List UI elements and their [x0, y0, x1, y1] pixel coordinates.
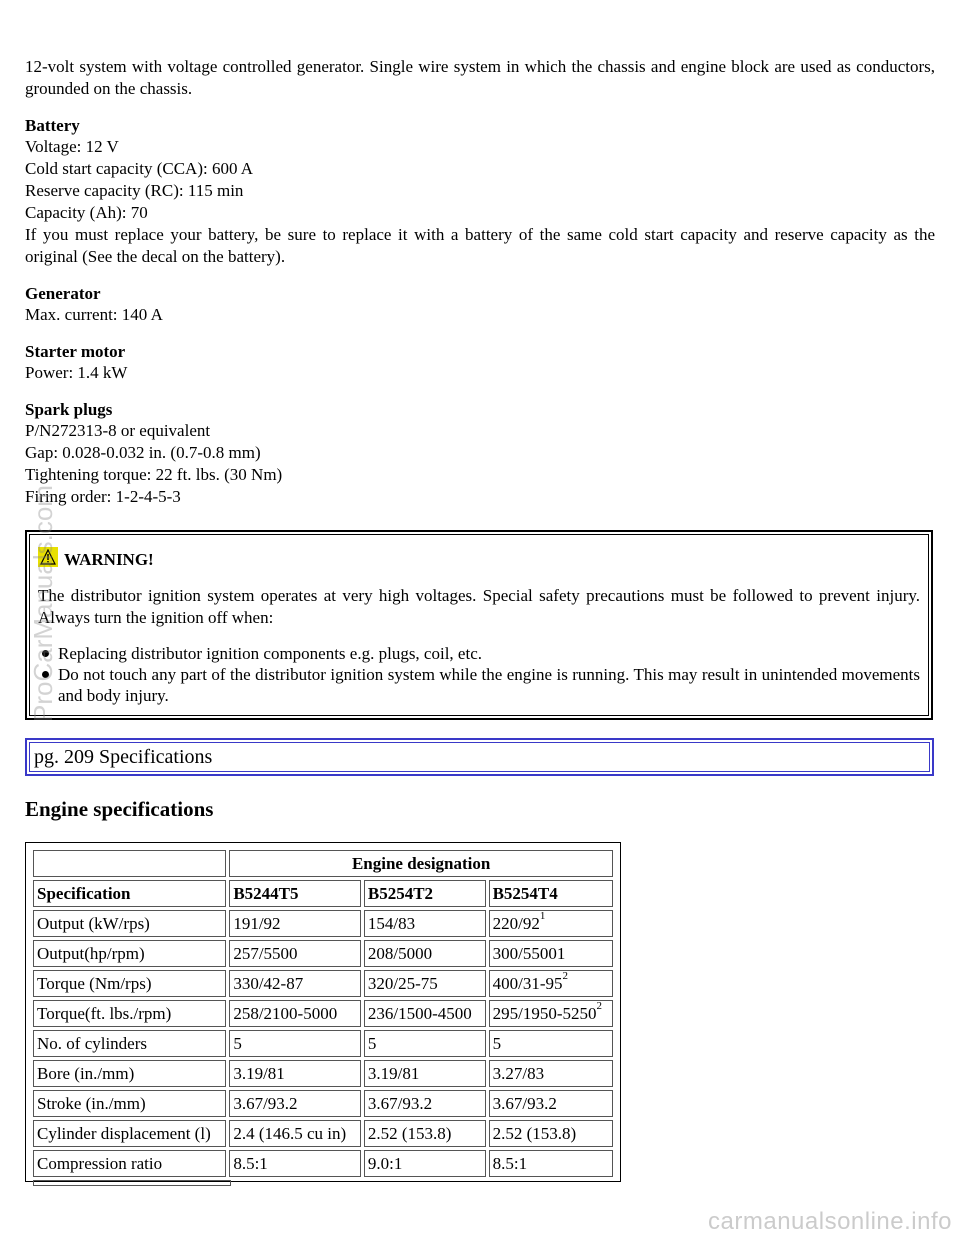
starter-section [25, 342, 935, 384]
spark-torque: Tightening torque: 22 ft. lbs. (30 Nm) [25, 465, 283, 484]
battery-rc: Reserve capacity (RC): 115 min [25, 181, 244, 200]
electrical-intro: 12-volt system with voltage controlled generator. Single wire system in which the chassis and engine block are used as conductors, grounded on the chassis. [25, 57, 935, 98]
warning-bullet: Do not touch any part of the distributor ignition system while the engine is running. This may result in unintended movements and body injury. [38, 664, 920, 706]
row-label-cell: No. of cylinders [33, 1030, 226, 1057]
spark-section [25, 400, 935, 508]
warning-header [38, 549, 920, 571]
page-header-box [25, 738, 934, 776]
watermark-bottom: carmanualsonline.info [708, 1208, 952, 1235]
value-cell: 5 [489, 1030, 613, 1057]
row-label-cell: Bore (in./mm) [33, 1060, 226, 1087]
generator-section [25, 284, 935, 326]
value-cell: 2.52 (153.8) [489, 1120, 613, 1147]
spark-title: Spark plugs [25, 400, 113, 419]
value-cell: 258/2100-5000 [229, 1000, 361, 1027]
warning-inner [29, 534, 929, 716]
generator-current: Max. current: 140 A [25, 305, 163, 324]
generator-title: Generator [25, 284, 101, 303]
table-row [33, 970, 613, 997]
warning-box [25, 530, 933, 720]
value-cell: 8.5:1 [489, 1150, 613, 1177]
battery-cca: Cold start capacity (CCA): 600 A [25, 159, 254, 178]
table-corner-cell [33, 850, 226, 877]
battery-section [25, 116, 935, 268]
column-header: B5254T4 [489, 880, 613, 907]
value-cell: 3.67/93.2 [489, 1090, 613, 1117]
table-row [33, 1150, 613, 1177]
table-row [33, 1030, 613, 1057]
value-cell: 5 [229, 1030, 361, 1057]
starter-power: Power: 1.4 kW [25, 363, 128, 382]
value-cell: 3.67/93.2 [364, 1090, 486, 1117]
row-label-cell: Output (kW/rps) [33, 910, 226, 937]
engine-spec-table [30, 847, 616, 1180]
engine-designation-header: Engine designation [229, 850, 613, 877]
table-row [33, 1000, 613, 1027]
column-header: B5254T2 [364, 880, 486, 907]
value-cell: 154/83 [364, 910, 486, 937]
battery-note: If you must replace your battery, be sure to replace it with a battery of the same cold start capacity and reserve capacity as the original (See the decal on the battery). [25, 225, 935, 266]
value-cell: 2.4 (146.5 cu in) [229, 1120, 361, 1147]
engine-specifications-heading: Engine specifications [25, 797, 214, 821]
spark-part-number: P/N272313-8 or equivalent [25, 421, 211, 440]
value-cell: $400/31-95^2$ [489, 970, 613, 997]
page-header: pg. 209 Specifications [29, 742, 930, 772]
row-label-cell: Torque (Nm/rps) [33, 970, 226, 997]
value-cell: 2.52 (153.8) [364, 1120, 486, 1147]
value-cell: 3.67/93.2 [229, 1090, 361, 1117]
warning-text: The distributor ignition system operates at very high voltages. Special safety precautions must be followed to prevent injury. Always turn the ignition off when: [38, 586, 920, 627]
row-label-cell: Cylinder displacement (l) [33, 1120, 226, 1147]
row-label-cell: Compression ratio [33, 1150, 226, 1177]
value-cell: 295/1950-5250$^2$ [489, 1000, 613, 1027]
value-cell: $220/92^1$ [489, 910, 613, 937]
row-label-cell: Stroke (in./mm) [33, 1090, 226, 1117]
value-cell: 330/42-87 [229, 970, 361, 997]
footnote-marker: 2 [562, 969, 568, 982]
spark-firing-order: Firing order: 1-2-4-5-3 [25, 487, 181, 506]
table-row [33, 1060, 613, 1087]
value-cell: 8.5:1 [229, 1150, 361, 1177]
table-group-header-row [33, 850, 613, 877]
value-cell: 3.27/83 [489, 1060, 613, 1087]
table-trailing-cell [33, 1180, 231, 1186]
spec-text-column [25, 56, 935, 524]
engine-spec-table-wrapper [25, 842, 621, 1182]
table-row [33, 1090, 613, 1117]
warning-title: WARNING! [64, 550, 154, 569]
battery-title: Battery [25, 116, 80, 135]
watermark-left: ProCarManuals.com [28, 485, 58, 722]
row-label-cell: Output(hp/rpm) [33, 940, 226, 967]
table-body [33, 910, 613, 1177]
warning-bullets [38, 643, 920, 706]
value-cell: 320/25-75 [364, 970, 486, 997]
value-cell: 5 [364, 1030, 486, 1057]
warning-bullet: Replacing distributor ignition components e.g. plugs, coil, etc. [38, 643, 920, 664]
value-cell: 191/92 [229, 910, 361, 937]
value-cell: 300/55001 [489, 940, 613, 967]
footnote-marker: 2 [596, 999, 602, 1012]
value-cell: 236/1500-4500 [364, 1000, 486, 1027]
value-cell: 3.19/81 [364, 1060, 486, 1087]
row-label-cell: Torque(ft. lbs./rpm) [33, 1000, 226, 1027]
table-row [33, 910, 613, 937]
table-header-row [33, 880, 613, 907]
value-cell: 208/5000 [364, 940, 486, 967]
column-header: Specification [33, 880, 226, 907]
starter-title: Starter motor [25, 342, 126, 361]
value-cell: 9.0:1 [364, 1150, 486, 1177]
column-header: B5244T5 [229, 880, 361, 907]
spark-gap: Gap: 0.028-0.032 in. (0.7-0.8 mm) [25, 443, 261, 462]
value-cell: 257/5500 [229, 940, 361, 967]
table-row [33, 1120, 613, 1147]
battery-capacity: Capacity (Ah): 70 [25, 203, 148, 222]
table-row [33, 940, 613, 967]
value-cell: 3.19/81 [229, 1060, 361, 1087]
footnote-marker: 1 [539, 909, 546, 922]
battery-voltage: Voltage: 12 V [25, 137, 119, 156]
